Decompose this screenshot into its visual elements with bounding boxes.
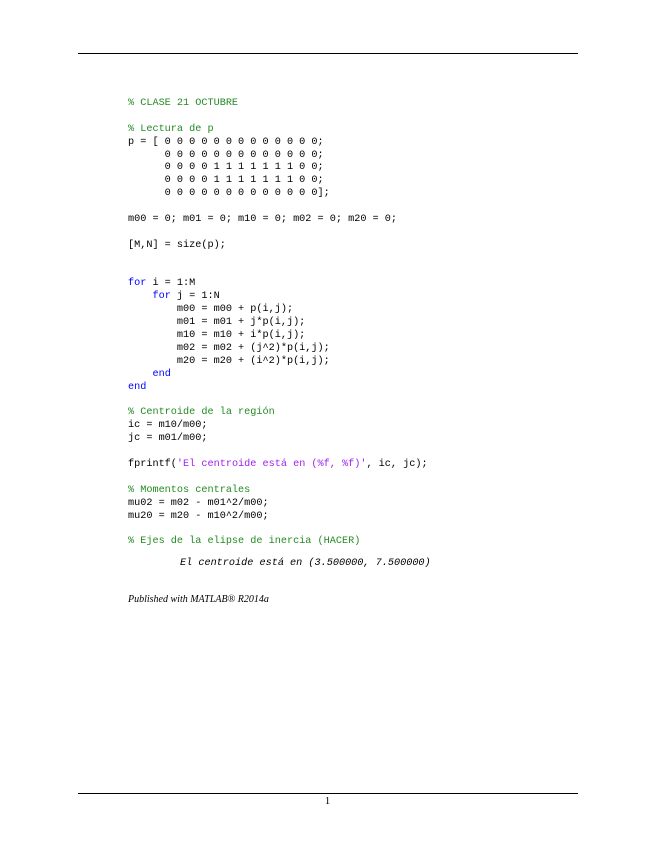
p-line: 0 0 0 0 1 1 1 1 1 1 1 0 0; [128,162,324,174]
p-line: 0 0 0 0 1 1 1 1 1 1 1 0 0; [128,175,324,187]
central-moment-line: mu20 = m20 - m10^2/m00; [128,510,269,522]
loop-body-line: m02 = m02 + (j^2)*p(i,j); [128,342,330,354]
loop-body-line: m01 = m01 + j*p(i,j); [128,317,306,329]
central-moments-comment: % Momentos centrales [128,484,251,496]
inner-end-line [128,369,568,382]
loop-body-line: m20 = m20 + (i^2)*p(i,j); [128,355,330,367]
size-line: [M,N] = size(p); [128,239,226,251]
end-keyword: end [152,368,171,380]
centroid-line: ic = m10/m00; [128,420,208,432]
fprintf-string: 'El centroide está en (%f, %f)' [176,458,367,470]
code-listing [128,98,568,562]
published-footer: Published with MATLAB® R2014a [128,594,269,605]
for-keyword: for [128,278,147,290]
p-line: 0 0 0 0 0 0 0 0 0 0 0 0 0]; [128,188,330,200]
command-output: El centroide está en (3.500000, 7.500000) [180,558,431,569]
loop-body-line: m10 = m10 + i*p(i,j); [128,330,306,342]
p-line: 0 0 0 0 0 0 0 0 0 0 0 0 0; [128,149,324,161]
for-keyword: for [152,291,171,303]
lectura-comment: % Lectura de p [128,123,214,135]
loop-body-line: m00 = m00 + p(i,j); [128,304,294,316]
fprintf-line: fprintf('El centroide está en (%f, %f)', ic, jc); [128,458,428,470]
p-line: p = [ 0 0 0 0 0 0 0 0 0 0 0 0 0; [128,136,324,148]
ejes-comment: % Ejes de la elipse de inercia (HACER) [128,536,361,548]
moments-init-line: m00 = 0; m01 = 0; m10 = 0; m02 = 0; m20 = 0; [128,214,397,226]
bottom-rule [78,793,578,794]
central-moment-line: mu02 = m02 - m01^2/m00; [128,497,269,509]
inner-for-range: j = 1:N [170,291,220,303]
centroid-line: jc = m01/m00; [128,433,208,445]
inner-for-line [128,291,568,304]
header-comment: % CLASE 21 OCTUBRE [128,98,239,109]
outer-for-line [128,278,568,291]
page-number: 1 [324,795,331,807]
top-rule [78,53,578,54]
outer-for-range: i = 1:M [146,278,196,290]
outer-end-line: end [128,381,147,393]
centroid-comment: % Centroide de la región [128,407,275,419]
